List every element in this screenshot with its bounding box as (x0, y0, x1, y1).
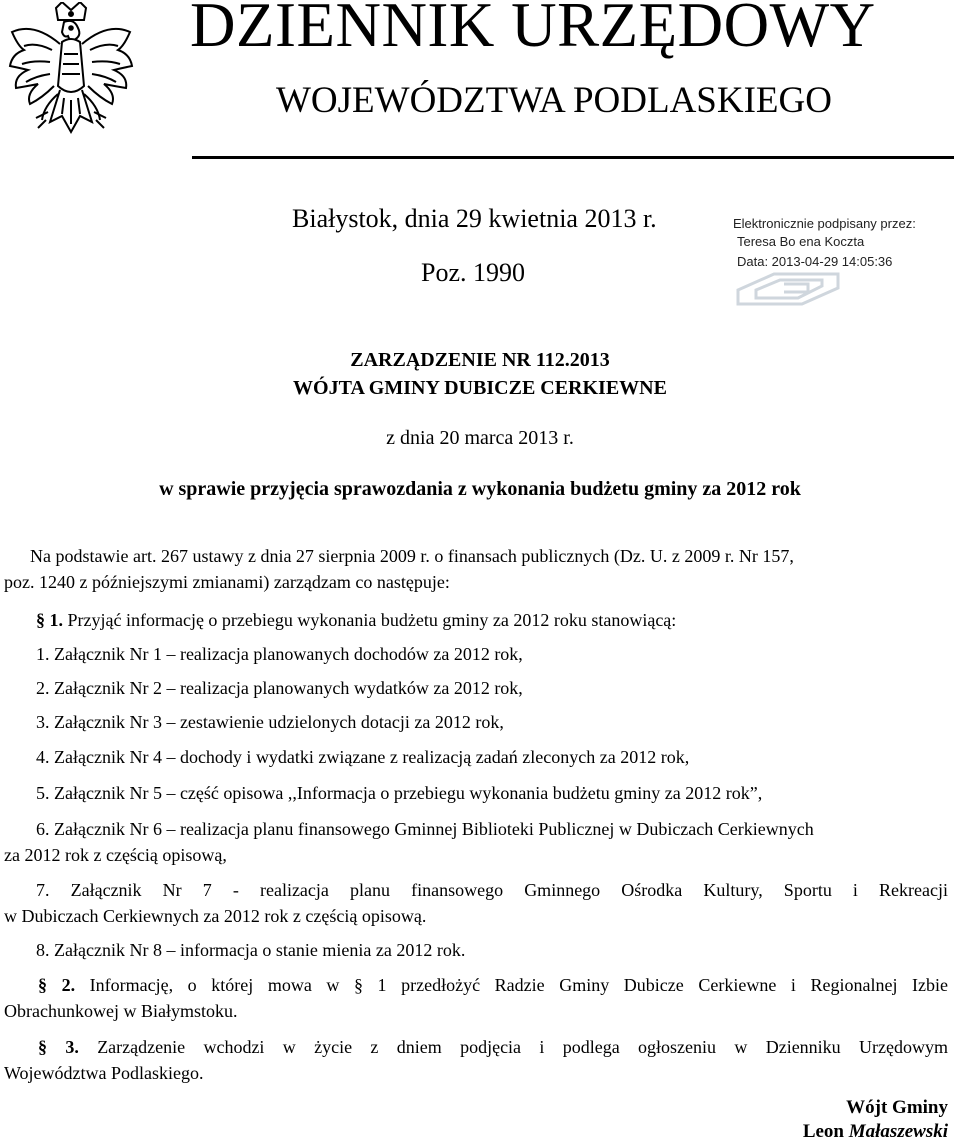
document-subject: w sprawie przyjęcia sprawozdania z wykonania budżetu gminy za 2012 rok (159, 478, 801, 500)
signoff-last-name: Małaszewski (848, 1121, 948, 1142)
section-3-mark: § 3. (38, 1037, 79, 1057)
signature-signer: Teresa Bo ena Koczta (737, 234, 865, 249)
masthead-divider (192, 156, 954, 159)
list-item-7-line-1: 7. Załącznik Nr 7 - realizacja planu finansowego Gminnego Ośrodka Kultury, Sportu i Rekreacji (36, 880, 948, 900)
publication-date: Białystok, dnia 29 kwietnia 2013 r. (292, 204, 657, 233)
masthead-title: DZIENNIK URZĘDOWY (190, 0, 876, 60)
preamble-line-1: Na podstawie art. 267 ustawy z dnia 27 sierpnia 2009 r. o finansach publicznych (Dz. U. z 2009 r. Nr 157, (30, 546, 794, 566)
section-2-line-1 (38, 974, 948, 997)
list-item: 5. Załącznik Nr 5 – część opisowa ,,Informacja o przebiegu wykonania budżetu gminy za 2012 rok”, (36, 783, 763, 803)
signoff-first-name: Leon (802, 1121, 844, 1142)
section-2-mark: § 2. (38, 975, 76, 995)
section-3-line-2: Województwa Podlaskiego. (4, 1063, 204, 1083)
section-1 (4, 609, 960, 632)
signature-heading: Elektronicznie podpisany przez: (733, 216, 916, 231)
preamble-line-2: poz. 1240 z późniejszymi zmianami) zarządzam co następuje: (4, 572, 450, 592)
position-number: Poz. 1990 (421, 258, 525, 287)
section-3-line-1 (38, 1036, 948, 1059)
document-date: z dnia 20 marca 2013 r. (386, 427, 574, 449)
signature-date: Data: 2013-04-29 14:05:36 (737, 254, 893, 269)
list-item: 1. Załącznik Nr 1 – realizacja planowanych dochodów za 2012 rok, (36, 644, 523, 664)
section-2-line-2: Obrachunkowej w Białymstoku. (4, 1001, 238, 1021)
section-1-mark: § 1. (36, 610, 63, 630)
section-1-text: Przyjąć informację o przebiegu wykonania budżetu gminy za 2012 roku stanowiącą: (67, 610, 677, 630)
list-item-6-line-1: 6. Załącznik Nr 6 – realizacja planu finansowego Gminnej Biblioteki Publicznej w Dubiczach Cerkiewnych (36, 819, 814, 839)
list-item: 4. Załącznik Nr 4 – dochody i wydatki związane z realizacją zadań zleconych za 2012 rok, (36, 747, 690, 767)
signoff-title: Wójt Gminy (846, 1097, 948, 1118)
document-issuer: WÓJTA GMINY DUBICZE CERKIEWNE (293, 377, 667, 399)
section-3-text: Zarządzenie wchodzi w życie z dniem podjęcia i podlega ogłoszeniu w Dzienniku Urzędowym (97, 1037, 948, 1057)
list-item-8: 8. Załącznik Nr 8 – informacja o stanie mienia za 2012 rok. (36, 940, 466, 960)
document-title: ZARZĄDZENIE NR 112.2013 (350, 349, 610, 371)
list-item: 3. Załącznik Nr 3 – zestawienie udzielonych dotacji za 2012 rok, (36, 712, 504, 732)
signature-logo-icon (734, 270, 842, 306)
list-item: 2. Załącznik Nr 2 – realizacja planowanych wydatków za 2012 rok, (36, 678, 523, 698)
signoff-name (803, 1122, 948, 1141)
section-2-text: Informację, o której mowa w § 1 przedłożyć Radzie Gminy Dubicze Cerkiewne i Regionalnej Izbie (89, 975, 948, 995)
list-item-7-line-2: w Dubiczach Cerkiewnych za 2012 rok z częścią opisową. (4, 906, 427, 926)
eagle-emblem-icon (4, 2, 138, 160)
list-item-6-line-2: za 2012 rok z częścią opisową, (4, 845, 227, 865)
masthead-subtitle: WOJEWÓDZTWA PODLASKIEGO (276, 80, 832, 121)
